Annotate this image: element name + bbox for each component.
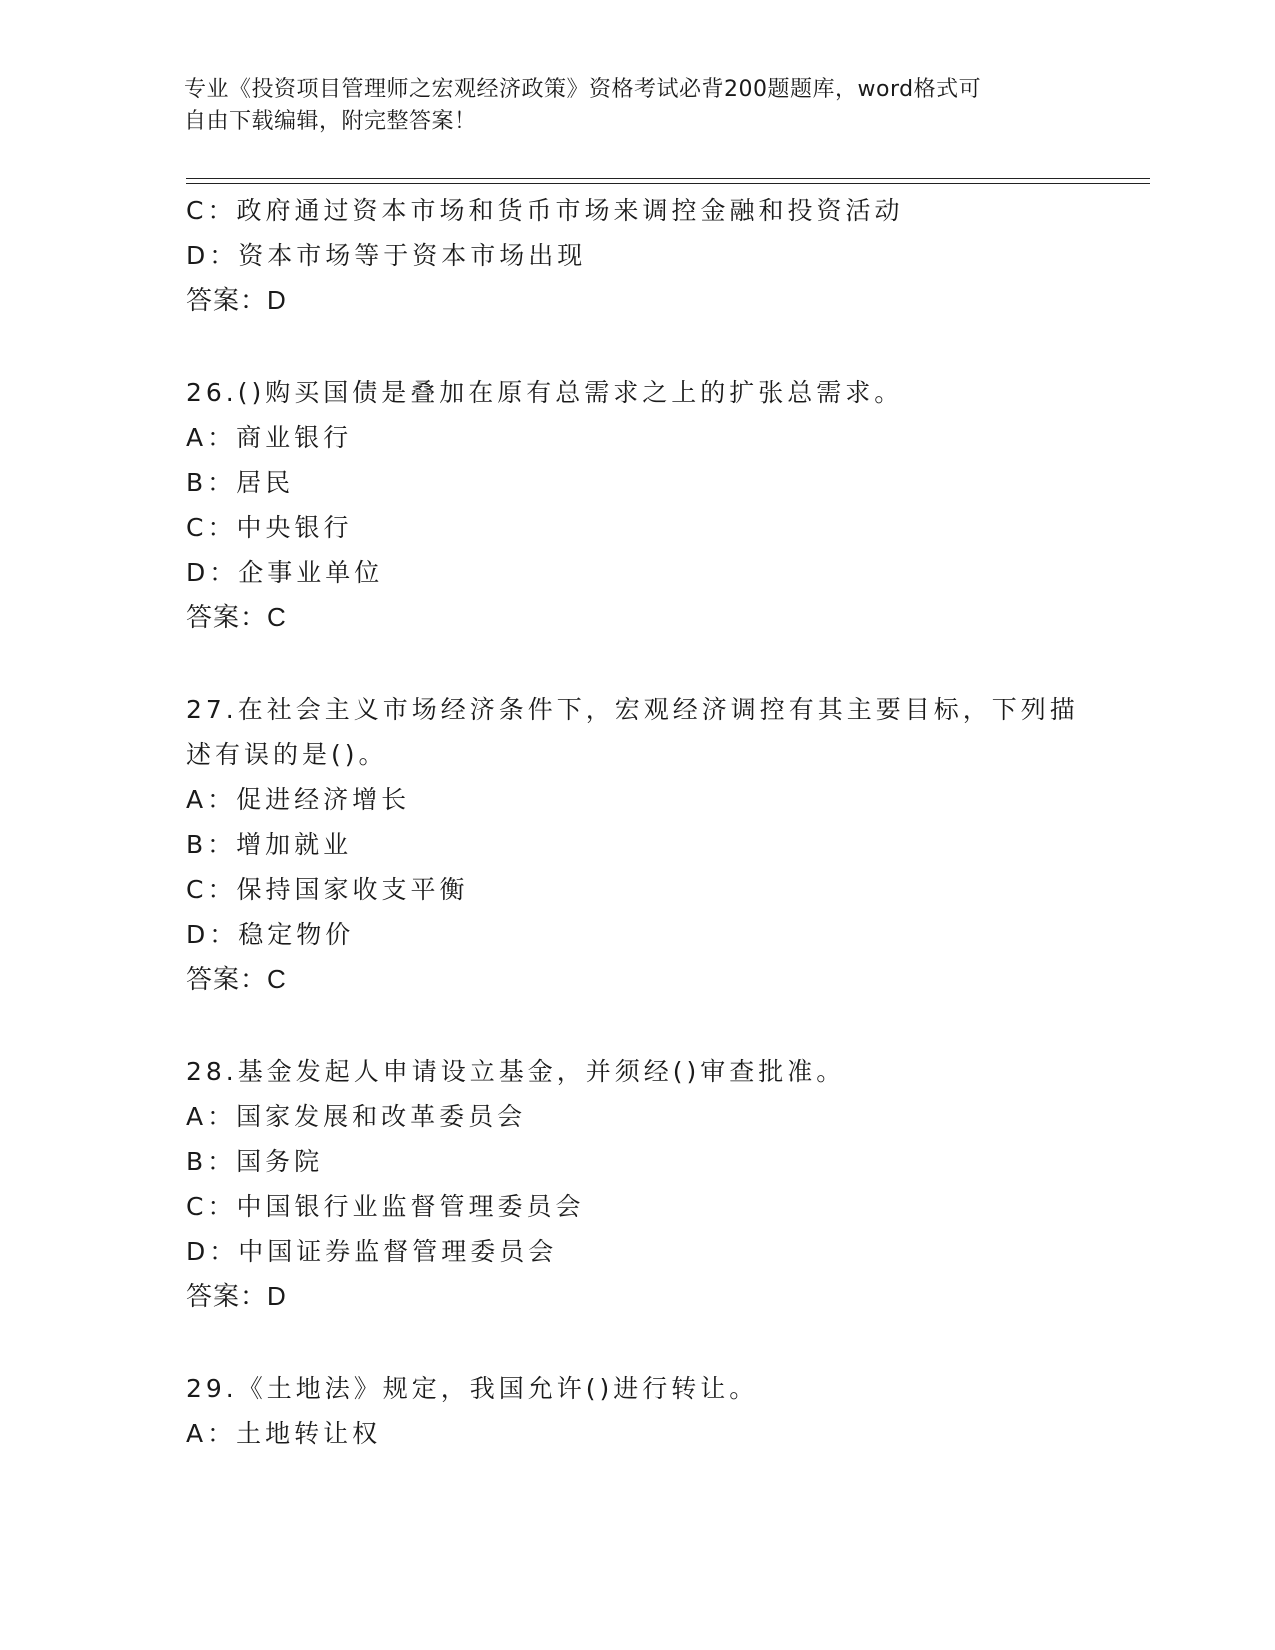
question-text-line-1: 27.在社会主义市场经济条件下，宏观经济调控有其主要目标，下列描 (186, 695, 1079, 724)
option-c: C：中央银行 (186, 513, 353, 542)
question-text-line-2: 述有误的是()。 (186, 740, 388, 769)
option-c: C：中国银行业监督管理委员会 (186, 1192, 585, 1221)
header-line-2: 自由下载编辑，附完整答案！ (184, 109, 477, 134)
header-divider-top (186, 178, 1150, 179)
question-list (186, 188, 1086, 1456)
header-divider-bottom (186, 183, 1150, 184)
spacer (186, 1002, 1086, 1049)
spacer (186, 1319, 1086, 1366)
option-a: A：促进经济增长 (186, 785, 411, 814)
option-a: A：土地转让权 (186, 1419, 382, 1448)
question-text: 28.基金发起人申请设立基金，并须经()审查批准。 (186, 1057, 846, 1086)
option-b: B：增加就业 (186, 830, 353, 859)
question-block-29 (186, 1366, 1086, 1456)
document-header (184, 74, 1064, 138)
option-d: D：稳定物价 (186, 920, 355, 949)
question-text: 29.《土地法》规定，我国允许()进行转让。 (186, 1374, 759, 1403)
option-b: B：居民 (186, 468, 295, 497)
question-block-prev (186, 188, 1086, 323)
option-b: B：国务院 (186, 1147, 324, 1176)
option-c: C：政府通过资本市场和货币市场来调控金融和投资活动 (186, 196, 904, 225)
spacer (186, 640, 1086, 687)
answer-line: 答案：C (186, 964, 287, 994)
question-text: 26.()购买国债是叠加在原有总需求之上的扩张总需求。 (186, 378, 904, 407)
option-c: C：保持国家收支平衡 (186, 875, 469, 904)
option-a: A：商业银行 (186, 423, 353, 452)
header-line-1: 专业《投资项目管理师之宏观经济政策》资格考试必背200题题库，word格式可 (184, 77, 982, 102)
option-d: D：中国证券监督管理委员会 (186, 1237, 558, 1266)
option-a: A：国家发展和改革委员会 (186, 1102, 527, 1131)
question-block-27 (186, 687, 1086, 1002)
answer-line: 答案：D (186, 1281, 287, 1311)
answer-line: 答案：D (186, 285, 287, 315)
answer-line: 答案：C (186, 602, 287, 632)
option-d: D：资本市场等于资本市场出现 (186, 241, 587, 270)
option-d: D：企事业单位 (186, 558, 384, 587)
spacer (186, 323, 1086, 370)
question-block-26 (186, 370, 1086, 640)
question-block-28 (186, 1049, 1086, 1319)
